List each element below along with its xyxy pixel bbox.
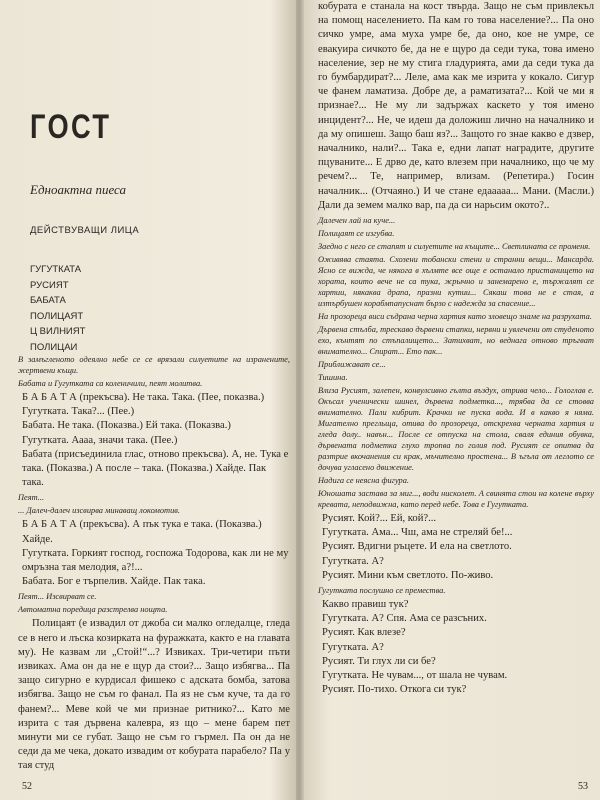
dialogue-line: Русият. Как влезе? xyxy=(322,627,406,639)
stage-direction: Дървена стълба, трескаво дървени стапки, нервни и увлечени от студеното ехо, кънтят по стъпалището... Затихват, но веднага отново тръгват внимателно... Спират... Ето пак... xyxy=(318,325,594,357)
dialogue-line: Б А Б А Т А (прекъсва). Не така. Така. (Пее, показва.) xyxy=(22,392,265,403)
dialogue-line: Бабата. Не така. (Показва.) Ей така. (Показва.) xyxy=(22,420,231,432)
stage-direction: Далечен лай на куче... xyxy=(318,216,396,226)
person-item: ПОЛИЦАЯТ xyxy=(30,310,84,322)
persons-heading: ДЕЙСТВУВАЩИ ЛИЦА xyxy=(30,225,140,236)
dialogue-line: Русият. Вдигни ръцете. И ела на светлото. xyxy=(322,541,512,553)
persons-list xyxy=(30,262,85,355)
dialogue-line: Б А Б А Т А (прекъсва). А пък тука е така. (Показва.) Хайде. xyxy=(22,519,262,545)
stage-direction: Бабата и Гугутката са коленичили, пеят молитва. xyxy=(18,379,203,388)
stage-direction: Гугутката послушно се премества. xyxy=(318,586,446,596)
person-item: ПОЛИЦАИ xyxy=(30,341,78,353)
stage-direction: Оживява стаята. Схозени тобански стени и странни вещи... Мансарда. Ясно се вижда, че някога в хълмте все още е останало пристанището на хората, които вече не са тука, жрычно и занемарено е, тържалят се хартии, някаква драпа, празни кутии... Сякаш това не е стая, а изтърбушен корабмпапуснат бързо с надежда за спасение... xyxy=(318,255,594,309)
stage-direction: На прозореца виси съдрана черна хартия като зловещо знаме на разрухата. xyxy=(318,312,592,322)
page-number-right: 53 xyxy=(578,781,588,792)
dialogue-line: Гугутката. А? xyxy=(322,555,384,567)
stage-direction: Полицаят се изгубва. xyxy=(318,229,395,239)
person-item: РУСИЯТ xyxy=(30,279,69,291)
policeman-monologue-continued: кобурата е станала на кост твърда. Защо не съм привлекъл на помощ населението. Па кам го това население?... Па оно сичко умре, ама муха умре бе, да оно, кое не умре, се евакуира сичкото бе, да не е щуро да седи тука, това имено население, зер не му стига гладурията, ами да седи тука да го бумбардират?... Леле, ама как ме изрита у кокало. Сигур че фанем ламатиза. Добре де, а раматизата?... Кой че ми я признае?... Не му ли задържах каскето у тоя имено инцидент?... Не, че идеш да доложиш лично на началнико и да му опишеш. Защо баш яз?... Защото го знае какво е дзвер, началнико, нали?... Така е, едни лапат наградите, другите пцуваните... Е дрво де, като влезем при началнико, що че му речем?... Те, например, влизам. (Репетира.) Госин началник... (Отчаяно.) И че стане едааааа... Мани. (Масли.) Дали да земем малко вар, па да си нарьсим окото?.. xyxy=(318,1,594,211)
stage-direction: В замъгленото одеялно небе се се врязали силуетите на изранените, жертвени къщи. xyxy=(18,355,290,375)
dialogue-line: Гугутката. А? xyxy=(322,641,384,653)
stage-direction: Автоматна поредица разстрелва нощта. xyxy=(18,605,168,615)
dialogue-line: Гугутката. Не чувам..., от шала не чувам. xyxy=(322,670,508,682)
stage-direction: Тишина. xyxy=(318,373,348,383)
dialogue-line: Русият. Кой?... Ей, кой?... xyxy=(322,513,437,525)
dialogue-line: Гугутката. Ама... Чш, ама не стреляй бе!... xyxy=(322,527,513,539)
stage-direction: Надига се неясна фигура. xyxy=(318,476,410,486)
stage-direction: Заедно с него се стапят и силуетите на къщите... Светлината се променя. xyxy=(318,242,591,252)
dialogue-line: Русият. Ти глух ли си бе? xyxy=(322,655,436,667)
dialogue-line: Бабата (присъединила глас, отново прекъсва). А, не. Тука е така. (Показва.) А после – така. (Показва.) Хайде. Пак така. xyxy=(22,448,289,489)
play-subtitle: Едноактна пиеса xyxy=(30,182,126,197)
dialogue-line: Бабата. Бог е търпелив. Хайде. Пак така. xyxy=(22,576,206,588)
book-gutter xyxy=(296,0,304,800)
dialogue-line: Русият. Мини към светлото. По-живо. xyxy=(322,569,494,581)
policeman-monologue: Полицаят (е извадил от джоба си малко огледалце, гледа се в него и лъска козирката на фуражката, както е на главата му). Не казвам ли „Стой!“...? Извиках. Три-четири пъти извиках. Ама он да не е щур да стои?... Защо избягва... Па защо сигурно е курдисал фишеко с адската бомба, затова избягва. Защо не съм го фанал. Па яз не съм куче, та да го фанем?... Меве кой че ми признае ритнико?... Като ме изрита с тая дървена калевра, яз що – мене барем пет минути ми се губат. Защо не съм го гърмел. Па он да не седи да ме чека, докато извадим от кобурата парабело? Па у тая студ xyxy=(18,618,290,772)
play-title: ГОСТ xyxy=(30,108,112,146)
stage-direction: ... Далеч-далеч изсвирва минаващ локомотив. xyxy=(18,506,181,516)
stage-direction: Пеят... xyxy=(18,493,45,503)
stage-direction: Влиза Русият, залепен, конвулсивно гълта въздух, отрива чело... Гологлав е. Окъсал ученически шинел, дървена подметка..., трябва да се стовва внимателно. Пали кибрит. Крачки не пуска вода. И в какво я няма. Мигателно прегльща, отива до прозореца, отскрехва черната хартия и гледа долу.. навън... После се отпуска на стола, сваля единия обувка, дървената подметка глухо тропва по голия под. Русият се опитва да разтрие вкочанения си крак, мъчително простена... В ъгъла от леглото се дочува угласено движение. xyxy=(318,386,594,473)
stage-direction: Юношата застава за миг..., води нисколет. А свинята стои на колене върху кревата, неподвижна, като перед небе. Това е Гугутката. xyxy=(318,489,594,510)
dialogue-line: Гугутката. Така?... (Пее.) xyxy=(22,406,135,418)
dialogue-line: Русият. По-тихо. Откога си тук? xyxy=(322,684,467,696)
stage-direction: Пеят... Изсвирват се. xyxy=(18,592,97,602)
dialogue-line: Какво правиш тук? xyxy=(322,599,409,611)
person-item: ГУГУТКАТА xyxy=(30,264,82,275)
person-item: Ц ВИЛНИЯТ xyxy=(30,326,86,337)
dialogue-line: Гугутката. А? Спя. Ама се разсъних. xyxy=(322,613,487,625)
person-item: БАБАТА xyxy=(30,295,66,306)
left-page-body xyxy=(18,352,290,774)
stage-direction: Приближават се... xyxy=(318,360,386,370)
page-number-left: 52 xyxy=(22,781,32,792)
dialogue-line: Гугутката. Горкият господ, госпожа Тодорова, как ли не му омръзна тая мелодия, а?!... xyxy=(22,547,289,574)
dialogue-line: Гугутката. Аааа, значи така. (Пее.) xyxy=(22,434,178,446)
right-page-body xyxy=(318,0,594,697)
